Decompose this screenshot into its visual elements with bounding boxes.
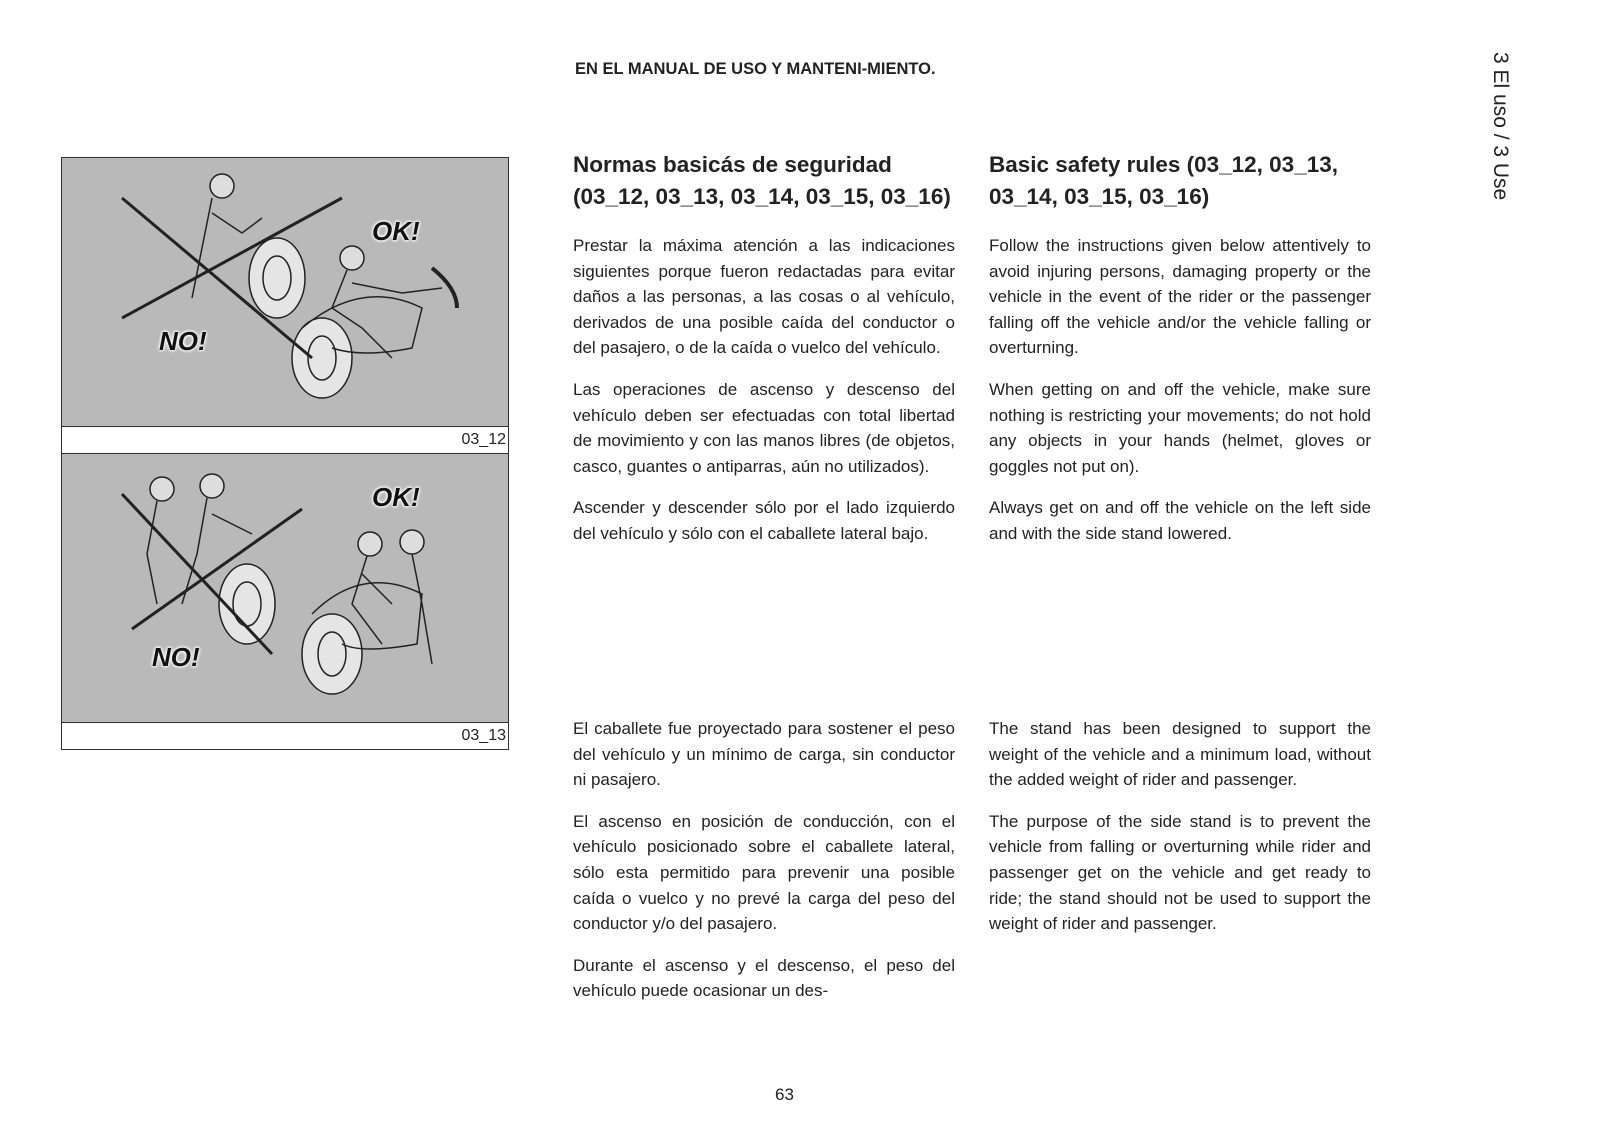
english-section: [989, 149, 1371, 563]
paragraph: Prestar la máxima atención a las indicaciones siguientes porque fueron redactadas para evitar daños a las personas, a las cosas o al vehículo, derivados de una posible caída del conductor o del pasajero, o de la caída o vuelco del vehículo.: [573, 236, 955, 358]
paragraph: El caballete fue proyectado para sostener el peso del vehículo y un mínimo de carga, sin conductor ni pasajero.: [573, 719, 955, 790]
figure-03-12: [61, 157, 509, 454]
figure-03-13: [61, 453, 509, 750]
paragraph: Follow the instructions given below attentively to avoid injuring persons, damaging property or the vehicle in the event of the rider or the passenger falling off the vehicle and/or the vehicle falling or overturning.: [989, 236, 1371, 358]
illustration-mounting: [62, 158, 508, 426]
page-number: 63: [775, 1085, 794, 1104]
top-heading: EN EL MANUAL DE USO Y MANTENI-MIENTO.: [575, 60, 936, 78]
english-section-continued: [989, 716, 1371, 953]
paragraph: The purpose of the side stand is to prevent the vehicle from falling or overturning while rider and passenger get on the vehicle and get ready to ride; the stand should not be used to support the weight of rider and passenger.: [989, 811, 1371, 934]
paragraph: Las operaciones de ascenso y descenso del vehículo deben ser efectuadas con total libertad de movimiento y con las manos libres (de objetos, casco, guantes o antiparras, aún no utilizados).: [573, 379, 955, 476]
motorcycle-illustration: [62, 454, 508, 722]
spanish-section-continued: [573, 716, 955, 1020]
illustration-passenger: [62, 454, 508, 722]
spanish-section: [573, 149, 955, 563]
english-heading: Basic safety rules (03_12, 03_13, 03_14, 03_15, 03_16): [989, 152, 1338, 209]
paragraph: Ascender y descender sólo por el lado izquierdo del vehículo y sólo con el caballete lateral bajo.: [573, 498, 955, 543]
no-label: NO!: [152, 642, 200, 672]
paragraph: The stand has been designed to support the weight of the vehicle and a minimum load, without the added weight of rider and passenger.: [989, 719, 1371, 790]
paragraph: Durante el ascenso y el descenso, el peso del vehículo puede ocasionar un des-: [573, 955, 955, 1001]
motorcycle-illustration: [62, 158, 508, 426]
ok-label: OK!: [372, 216, 420, 246]
ok-label: OK!: [372, 482, 420, 512]
figure-caption: 03_12: [62, 426, 508, 453]
paragraph: El ascenso en posición de conducción, con el vehículo posicionado sobre el caballete lateral, sólo esta permitido para prevenir una posible caída o vuelco y no prevé la carga del peso del conductor y/o del pasajero.: [573, 811, 955, 934]
no-label: NO!: [159, 326, 207, 356]
paragraph: When getting on and off the vehicle, make sure nothing is restricting your movements; do not hold any objects in your hands (helmet, gloves or goggles not put on).: [989, 379, 1371, 476]
paragraph: Always get on and off the vehicle on the left side and with the side stand lowered.: [989, 498, 1371, 543]
figure-caption: 03_13: [62, 722, 508, 749]
chapter-side-title: 3 El uso / 3 Use: [1489, 52, 1512, 201]
spanish-heading: Normas basicás de seguridad (03_12, 03_13, 03_14, 03_15, 03_16): [573, 152, 951, 209]
